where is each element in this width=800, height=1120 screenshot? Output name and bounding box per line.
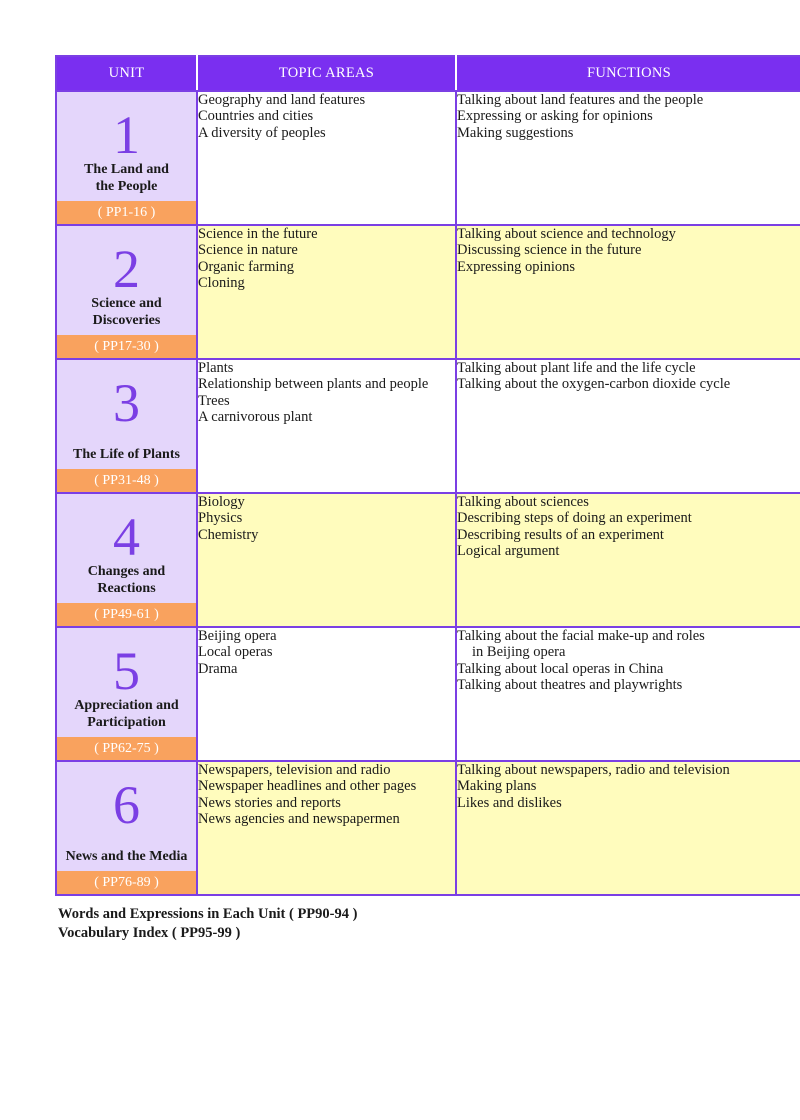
appendix-links [55,905,800,943]
topic-areas-cell [197,493,456,627]
contents-table [55,55,800,896]
function-item: Talking about sciences [457,494,589,510]
unit-pages-badge: ( PP1-16 ) [57,201,196,224]
function-item: Talking about newspapers, radio and television [457,762,730,778]
unit-number: 1 [113,105,140,165]
unit-row-1 [56,91,800,225]
function-item: Likes and dislikes [457,794,562,811]
function-item: Describing steps of doing an experiment [457,510,692,527]
topic-item: Science in nature [198,242,298,259]
topic-item: Drama [198,660,238,677]
unit-cell[interactable] [56,627,197,761]
topic-item: Relationship between plants and people [198,376,429,393]
functions-cell [456,493,800,627]
topic-item: A diversity of peoples [198,124,326,141]
unit-pages-badge: ( PP49-61 ) [57,603,196,626]
unit-title-line: Reactions [97,580,156,596]
topic-item: Chemistry [198,526,259,543]
topic-item: Science in the future [198,226,318,242]
topic-item: Biology [198,494,245,510]
unit-title-line: Participation [87,714,166,730]
function-item: Describing results of an experiment [457,526,664,543]
topic-item: News agencies and newspapermen [198,811,400,828]
topic-item: Local operas [198,644,273,661]
functions-cell [456,761,800,895]
unit-title [59,849,194,866]
words-expressions-link[interactable]: Words and Expressions in Each Unit ( PP90-94 ) [58,906,358,922]
function-item: Talking about plant life and the life cycle [457,360,696,376]
unit-row-3 [56,359,800,493]
functions-cell [456,91,800,225]
topic-item: Trees [198,392,230,409]
topic-item: Newspaper headlines and other pages [198,778,417,795]
function-item: Talking about land features and the people [457,92,704,108]
functions-cell [456,359,800,493]
topic-item: A carnivorous plant [198,409,313,426]
unit-number: 4 [113,507,140,567]
function-item: Talking about local operas in China [457,660,664,677]
functions-cell [456,627,800,761]
topic-item: Organic farming [198,258,294,275]
unit-cell[interactable] [56,761,197,895]
function-item: Talking about the oxygen-carbon dioxide cycle [457,376,731,393]
topic-areas-cell [197,225,456,359]
header-unit: UNIT [56,56,197,91]
unit-cell[interactable] [56,359,197,493]
header-topic-areas: TOPIC AREAS [197,56,456,91]
vocabulary-index-link[interactable]: Vocabulary Index ( PP95-99 ) [58,925,241,941]
function-item: Talking about science and technology [457,226,676,242]
unit-number: 3 [113,373,140,433]
unit-pages-badge: ( PP17-30 ) [57,335,196,358]
header-functions: FUNCTIONS [456,56,800,91]
table-header-row [56,56,800,91]
unit-pages-badge: ( PP76-89 ) [57,871,196,894]
unit-title [59,447,194,464]
topic-item: Cloning [198,275,245,292]
unit-pages-badge: ( PP31-48 ) [57,469,196,492]
function-item: Expressing opinions [457,258,576,275]
topic-item: News stories and reports [198,794,341,811]
unit-pages-badge: ( PP62-75 ) [57,737,196,760]
unit-number: 6 [113,775,140,835]
unit-title-line: Appreciation and [74,698,179,713]
topic-areas-cell [197,627,456,761]
unit-title-line: Science and [91,296,162,311]
unit-title-line: The Land and [84,162,169,177]
topic-item: Newspapers, television and radio [198,762,391,778]
unit-row-6 [56,761,800,895]
function-item-continuation: in Beijing opera [472,644,566,661]
unit-title [59,296,194,329]
unit-title-line: the People [95,178,158,194]
topic-item: Physics [198,510,243,527]
unit-title-line: The Life of Plants [73,446,180,462]
function-item: Talking about the facial make-up and roles [457,628,705,644]
function-item: Expressing or asking for opinions [457,108,653,125]
topic-item: Plants [198,360,234,376]
unit-cell[interactable] [56,91,197,225]
functions-cell [456,225,800,359]
function-item: Logical argument [457,543,560,560]
unit-title [59,698,194,731]
topic-areas-cell [197,91,456,225]
topic-item: Geography and land features [198,92,366,108]
topic-item: Beijing opera [198,628,277,644]
unit-row-5 [56,627,800,761]
unit-title [59,564,194,597]
function-item: Talking about theatres and playwrights [457,677,683,694]
unit-cell[interactable] [56,225,197,359]
unit-number: 2 [113,239,140,299]
topic-areas-cell [197,761,456,895]
function-item: Making suggestions [457,124,574,141]
unit-title-line: Changes and [87,564,166,579]
unit-title-line: News and the Media [65,848,188,864]
function-item: Discussing science in the future [457,242,642,259]
topic-item: Countries and cities [198,108,314,125]
topic-areas-cell [197,359,456,493]
unit-title [59,162,194,195]
unit-row-2 [56,225,800,359]
unit-title-line: Discoveries [92,312,161,328]
unit-number: 5 [113,641,140,701]
unit-cell[interactable] [56,493,197,627]
unit-row-4 [56,493,800,627]
function-item: Making plans [457,778,537,795]
contents-page [55,55,800,943]
